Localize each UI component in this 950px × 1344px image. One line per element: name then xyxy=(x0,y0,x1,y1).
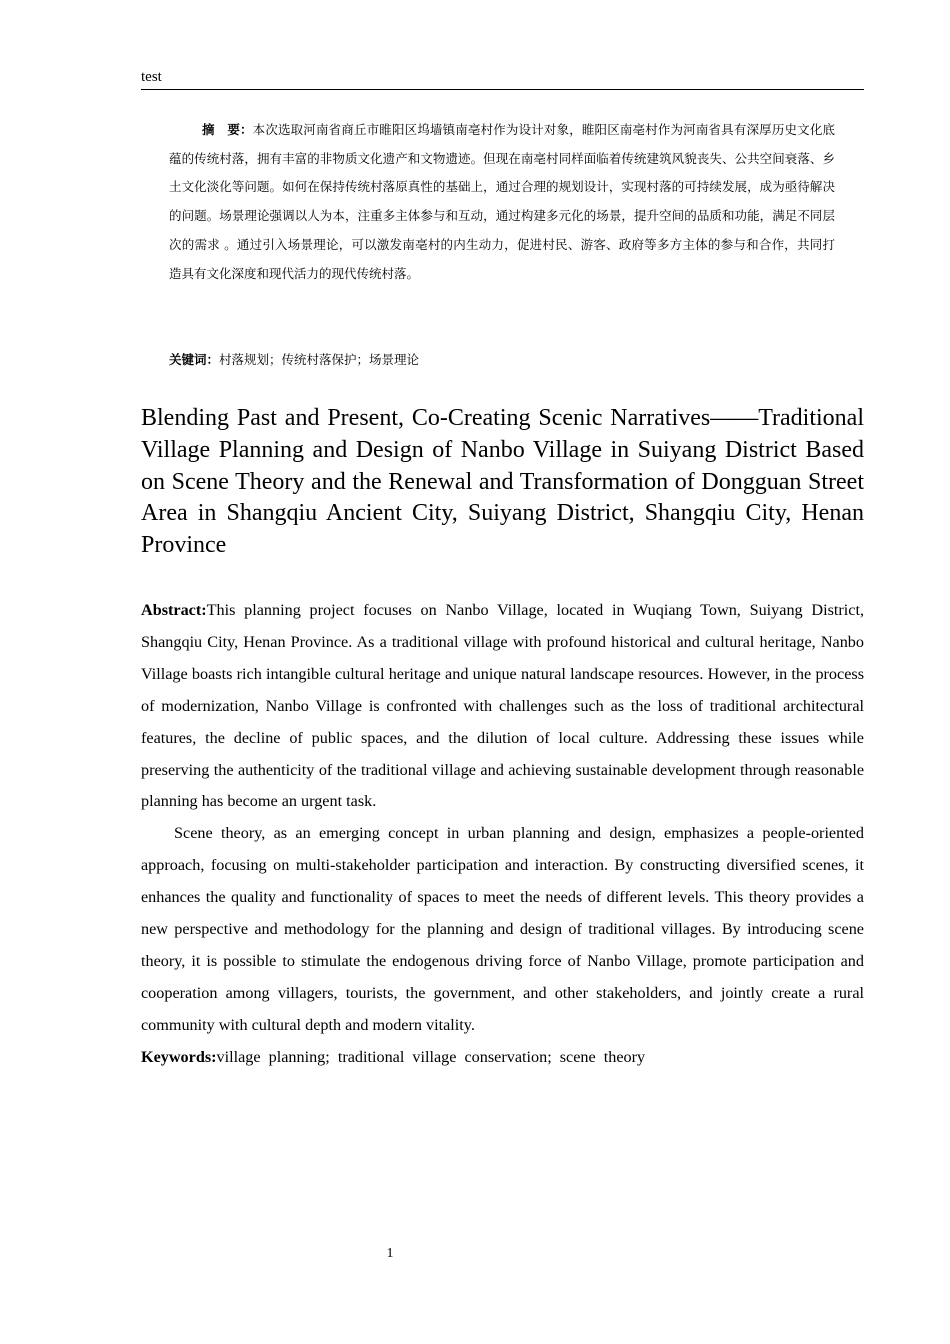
chinese-keywords-label: 关键词： xyxy=(169,352,220,367)
english-abstract xyxy=(141,595,864,1074)
header-text: test xyxy=(141,69,162,85)
english-title: Blending Past and Present, Co-Creating Scenic Narratives——Traditional Village Planning and Design of Nanbo Village in Suiyang District Based on Scene Theory and the Renewal and Transformation of Dongguan Street Area in Shangqiu Ancient City, Suiyang District, Shangqiu City, Henan Province xyxy=(141,405,864,559)
english-keywords-text: village planning; traditional village conservation; scene theory xyxy=(216,1047,646,1066)
chinese-abstract-text: 本次选取河南省商丘市睢阳区坞墙镇南亳村作为设计对象，睢阳区南亳村作为河南省具有深厚历史文化底蕴的传统村落，拥有丰富的非物质文化遗产和文物遗迹。但现在南亳村同样面临着传统建筑风貌丧失、公共空间衰落、乡土文化淡化等问题。如何在保持传统村落原真性的基础上，通过合理的规划设计，实现村落的可持续发展，成为亟待解决的问题。场景理论强调以人为本，注重多主体参与和互动，通过构建多元化的场景，提升空间的品质和功能，满足不同层次的需求 。通过引入场景理论，可以激发南亳村的内生动力，促进村民、游客、政府等多方主体的参与和合作，共同打造具有文化深度和现代活力的现代传统村落。 xyxy=(169,122,835,281)
english-keywords-label: Keywords: xyxy=(141,1047,217,1066)
english-abstract-label: Abstract: xyxy=(141,601,207,619)
english-keywords xyxy=(141,1042,864,1074)
english-abstract-paragraph-1 xyxy=(141,595,864,818)
page-number: 1 xyxy=(386,1246,394,1261)
page-header xyxy=(141,68,864,90)
english-abstract-paragraph-2: Scene theory, as an emerging concept in urban planning and design, emphasizes a people-oriented approach, focusing on multi-stakeholder participation and interaction. By constructing diversified scenes, it enhances the quality and functionality of spaces to meet the needs of different levels. This theory provides a new perspective and methodology for the planning and design of traditional villages. By introducing scene theory, it is possible to stimulate the endogenous driving force of Nanbo Village, promote participation and cooperation among villagers, tourists, the government, and other stakeholders, and jointly create a rural community with cultural depth and modern vitality. xyxy=(141,824,864,1034)
chinese-abstract-label: 摘 要： xyxy=(202,122,253,137)
chinese-keywords xyxy=(169,347,835,373)
chinese-keywords-text: 村落规划；传统村落保护；场景理论 xyxy=(219,352,420,367)
chinese-abstract xyxy=(169,116,835,288)
english-abstract-paragraph-1-text: This planning project focuses on Nanbo Village, located in Wuqiang Town, Suiyang District, Shangqiu City, Henan Province. As a traditional village with profound historical and cultural heritage, Nanbo Village boasts rich intangible cultural heritage and unique natural landscape resources. However, in the process of modernization, Nanbo Village is confronted with challenges such as the loss of traditional architectural features, the decline of public spaces, and the dilution of local culture. Addressing these issues while preserving the authenticity of the traditional village and achieving sustainable development through reasonable planning has become an urgent task. xyxy=(141,601,864,811)
